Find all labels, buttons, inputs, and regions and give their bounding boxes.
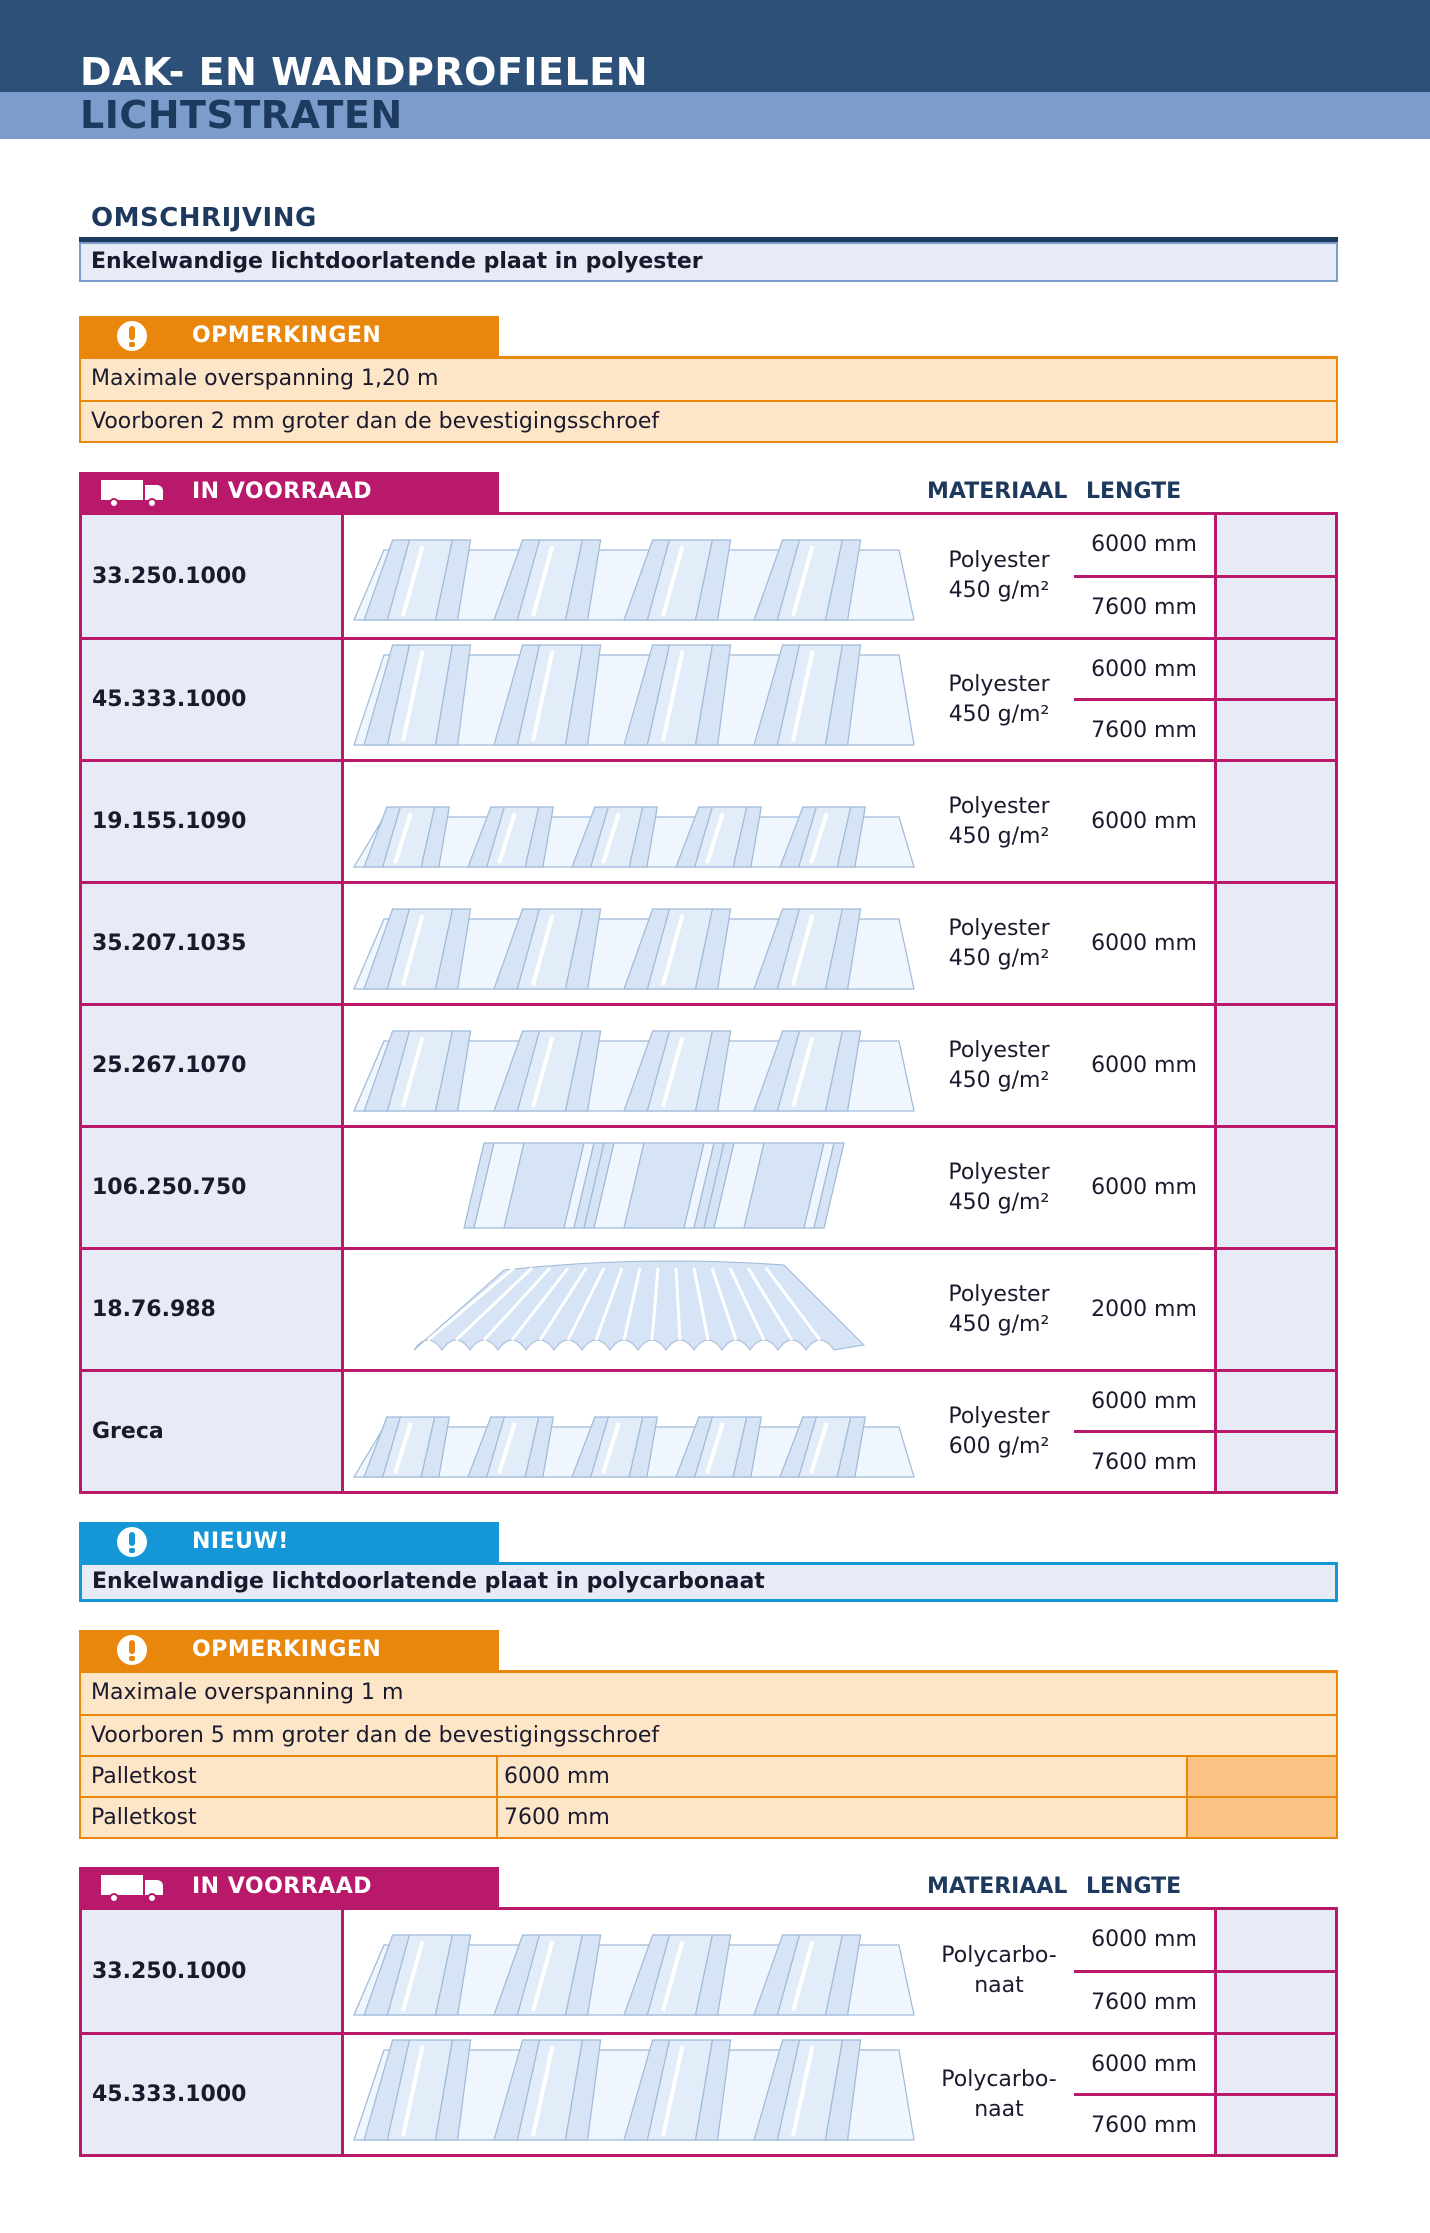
in-voorraad-label: IN VOORRAAD (192, 1874, 372, 1899)
material-weight: 450 g/m² (948, 823, 1050, 849)
table-row (82, 1910, 1335, 2032)
profile-image (344, 515, 924, 637)
product-code: 33.250.1000 (82, 1910, 344, 2032)
nieuw-label: NIEUW! (192, 1529, 289, 1554)
stock-header (79, 1867, 1338, 1907)
material-name: Polyester (948, 1281, 1050, 1307)
quantity-cell (1214, 1910, 1335, 2032)
profile-image (344, 1128, 924, 1247)
column-header-materiaal: MATERIAAL (927, 1874, 1068, 1899)
material-cell (924, 1128, 1074, 1247)
profile-image (344, 1910, 924, 2032)
quantity-input[interactable] (1217, 1970, 1335, 2033)
quantity-cell (1214, 1128, 1335, 1247)
material-weight: 450 g/m² (948, 1311, 1050, 1337)
material-name: Polyester (948, 1159, 1050, 1185)
material-cell (924, 1006, 1074, 1125)
product-code: 18.76.988 (82, 1250, 344, 1369)
material-cell (924, 640, 1074, 759)
product-code: 106.250.750 (82, 1128, 344, 1247)
quantity-input[interactable] (1217, 1250, 1335, 1369)
quantity-input[interactable] (1217, 698, 1335, 759)
length-cell (1074, 640, 1214, 759)
omschrijving-title: OMSCHRIJVING (91, 203, 317, 233)
material-cell (924, 1372, 1074, 1491)
material-cell (924, 2035, 1074, 2154)
opmerkingen-tab (79, 316, 499, 356)
note-row (81, 400, 1336, 441)
profile-sheet-icon (344, 1128, 924, 1247)
length-cell (1074, 1910, 1214, 2032)
quantity-input[interactable] (1217, 2035, 1335, 2093)
length-value: 7600 mm (1074, 698, 1214, 759)
note-row (81, 359, 1336, 400)
exclamation-icon (117, 321, 147, 351)
material-weight: 450 g/m² (948, 701, 1050, 727)
material-name: Polyester (948, 548, 1050, 573)
table-row (82, 637, 1335, 759)
material-weight: 450 g/m² (948, 578, 1050, 603)
column-header-materiaal: MATERIAAL (927, 479, 1068, 504)
nieuw-section (79, 1522, 1338, 1602)
length-value: 6000 mm (1091, 532, 1197, 558)
opmerkingen-label: OPMERKINGEN (192, 1637, 382, 1662)
pallet-length: 6000 mm (496, 1757, 1186, 1796)
material-cell (924, 515, 1074, 637)
quantity-input[interactable] (1217, 1372, 1335, 1430)
material-cell (924, 1250, 1074, 1369)
quantity-cell (1214, 1006, 1335, 1125)
quantity-input[interactable] (1217, 640, 1335, 698)
length-value: 6000 mm (1091, 809, 1197, 834)
table-row (82, 515, 1335, 637)
opmerkingen-section-1 (79, 316, 1338, 443)
material-name: Polyester (948, 671, 1050, 697)
profile-image (344, 1372, 924, 1491)
nieuw-tab (79, 1522, 499, 1562)
profile-image (344, 2035, 924, 2154)
page-title: DAK- EN WANDPROFIELEN (80, 50, 648, 94)
note-text: Maximale overspanning 1,20 m (91, 366, 439, 391)
length-value: 6000 mm (1091, 2051, 1197, 2077)
length-cell (1074, 1128, 1214, 1247)
exclamation-icon (117, 1527, 147, 1557)
stock-table (79, 512, 1338, 1494)
product-code: 35.207.1035 (82, 884, 344, 1003)
profile-sheet-icon (344, 640, 924, 759)
pallet-row (81, 1755, 1336, 1796)
note-text: Maximale overspanning 1 m (91, 1680, 404, 1705)
opmerkingen-label: OPMERKINGEN (192, 323, 382, 348)
profile-sheet-icon (344, 515, 924, 634)
material-cell (924, 884, 1074, 1003)
length-cell (1074, 1250, 1214, 1369)
material-name: Polyester (948, 1403, 1050, 1429)
pallet-value-cell[interactable] (1186, 1757, 1336, 1796)
product-code: 19.155.1090 (82, 762, 344, 881)
length-value: 6000 mm (1091, 1053, 1197, 1078)
material-name: Polycarbo- (941, 2066, 1057, 2092)
opmerkingen-section-2 (79, 1630, 1338, 1839)
length-value: 7600 mm (1074, 1430, 1214, 1491)
material-cell (924, 762, 1074, 881)
length-value: 6000 mm (1091, 931, 1197, 956)
opmerkingen-tab (79, 1630, 499, 1670)
product-code: 25.267.1070 (82, 1006, 344, 1125)
material-name: Polyester (948, 793, 1050, 819)
quantity-cell (1214, 2035, 1335, 2154)
length-value: 2000 mm (1091, 1297, 1197, 1322)
pallet-label: Palletkost (91, 1805, 197, 1830)
length-cell (1074, 1372, 1214, 1491)
truck-icon (101, 1875, 165, 1903)
length-cell (1074, 762, 1214, 881)
in-voorraad-tab (79, 472, 499, 512)
table-row (82, 1369, 1335, 1491)
material-name: Polyester (948, 1037, 1050, 1063)
stock-section-1 (79, 472, 1338, 1494)
note-row (81, 1714, 1336, 1755)
length-value: 6000 mm (1091, 1175, 1197, 1200)
quantity-cell (1214, 762, 1335, 881)
omschrijving-text: Enkelwandige lichtdoorlatende plaat in polyester (79, 242, 1338, 282)
length-value: 6000 mm (1091, 656, 1197, 682)
pallet-value-cell[interactable] (1186, 1798, 1336, 1837)
length-cell (1074, 2035, 1214, 2154)
profile-sheet-icon (344, 1006, 924, 1125)
quantity-input[interactable] (1217, 884, 1335, 1003)
length-value: 6000 mm (1091, 1388, 1197, 1414)
profile-sheet-icon (344, 1372, 924, 1491)
table-row (82, 1125, 1335, 1247)
quantity-input[interactable] (1217, 1128, 1335, 1247)
profile-image (344, 1250, 924, 1369)
stock-header (79, 472, 1338, 512)
quantity-input[interactable] (1217, 1006, 1335, 1125)
quantity-cell (1214, 1250, 1335, 1369)
product-code: 45.333.1000 (82, 640, 344, 759)
opmerkingen-list (79, 1670, 1338, 1839)
length-cell (1074, 884, 1214, 1003)
column-header-lengte: LENGTE (1086, 479, 1182, 504)
quantity-input[interactable] (1217, 575, 1335, 638)
quantity-cell (1214, 1372, 1335, 1491)
quantity-input[interactable] (1217, 515, 1335, 575)
omschrijving-section (79, 203, 1338, 282)
quantity-cell (1214, 640, 1335, 759)
in-voorraad-tab (79, 1867, 499, 1907)
length-cell (1074, 1006, 1214, 1125)
product-code: 33.250.1000 (82, 515, 344, 637)
length-cell (1074, 515, 1214, 637)
page-subtitle: LICHTSTRATEN (80, 93, 403, 137)
nieuw-text: Enkelwandige lichtdoorlatende plaat in polycarbonaat (79, 1562, 1338, 1602)
note-text: Voorboren 5 mm groter dan de bevestigingsschroef (91, 1723, 660, 1748)
exclamation-icon (117, 1635, 147, 1665)
note-row (81, 1673, 1336, 1714)
material-cell (924, 1910, 1074, 2032)
material-weight: 450 g/m² (948, 1067, 1050, 1093)
profile-sheet-icon (344, 884, 924, 1003)
material-name: Polycarbo- (941, 1943, 1057, 1968)
table-row (82, 2032, 1335, 2154)
profile-image (344, 640, 924, 759)
table-row (82, 1247, 1335, 1369)
length-value: 7600 mm (1074, 1970, 1214, 2033)
stock-table (79, 1907, 1338, 2157)
quantity-cell (1214, 884, 1335, 1003)
quantity-input[interactable] (1217, 2093, 1335, 2154)
profile-image (344, 762, 924, 881)
opmerkingen-list (79, 356, 1338, 443)
product-code: 45.333.1000 (82, 2035, 344, 2154)
in-voorraad-label: IN VOORRAAD (192, 479, 372, 504)
note-text: Voorboren 2 mm groter dan de bevestigingsschroef (91, 409, 660, 434)
stock-section-2 (79, 1867, 1338, 2157)
material-weight: 450 g/m² (948, 945, 1050, 971)
pallet-length: 7600 mm (496, 1798, 1186, 1837)
profile-sheet-icon (344, 2035, 924, 2154)
length-value: 7600 mm (1074, 2093, 1214, 2154)
pallet-label: Palletkost (91, 1764, 197, 1789)
quantity-cell (1214, 515, 1335, 637)
material-weight: naat (974, 1973, 1024, 1998)
profile-sheet-icon (344, 762, 924, 881)
profile-sheet-icon (344, 1250, 924, 1369)
quantity-input[interactable] (1217, 1910, 1335, 1970)
material-weight: naat (974, 2096, 1024, 2122)
quantity-input[interactable] (1217, 762, 1335, 881)
column-header-lengte: LENGTE (1086, 1874, 1182, 1899)
profile-image (344, 1006, 924, 1125)
quantity-input[interactable] (1217, 1430, 1335, 1491)
material-weight: 600 g/m² (948, 1433, 1050, 1459)
product-code: Greca (82, 1372, 344, 1491)
length-value: 6000 mm (1091, 1927, 1197, 1953)
material-name: Polyester (948, 915, 1050, 941)
table-row (82, 759, 1335, 881)
table-row (82, 1003, 1335, 1125)
length-value: 7600 mm (1074, 575, 1214, 638)
pallet-row (81, 1796, 1336, 1837)
profile-image (344, 884, 924, 1003)
profile-sheet-icon (344, 1910, 924, 2029)
material-weight: 450 g/m² (948, 1189, 1050, 1215)
table-row (82, 881, 1335, 1003)
truck-icon (101, 480, 165, 508)
